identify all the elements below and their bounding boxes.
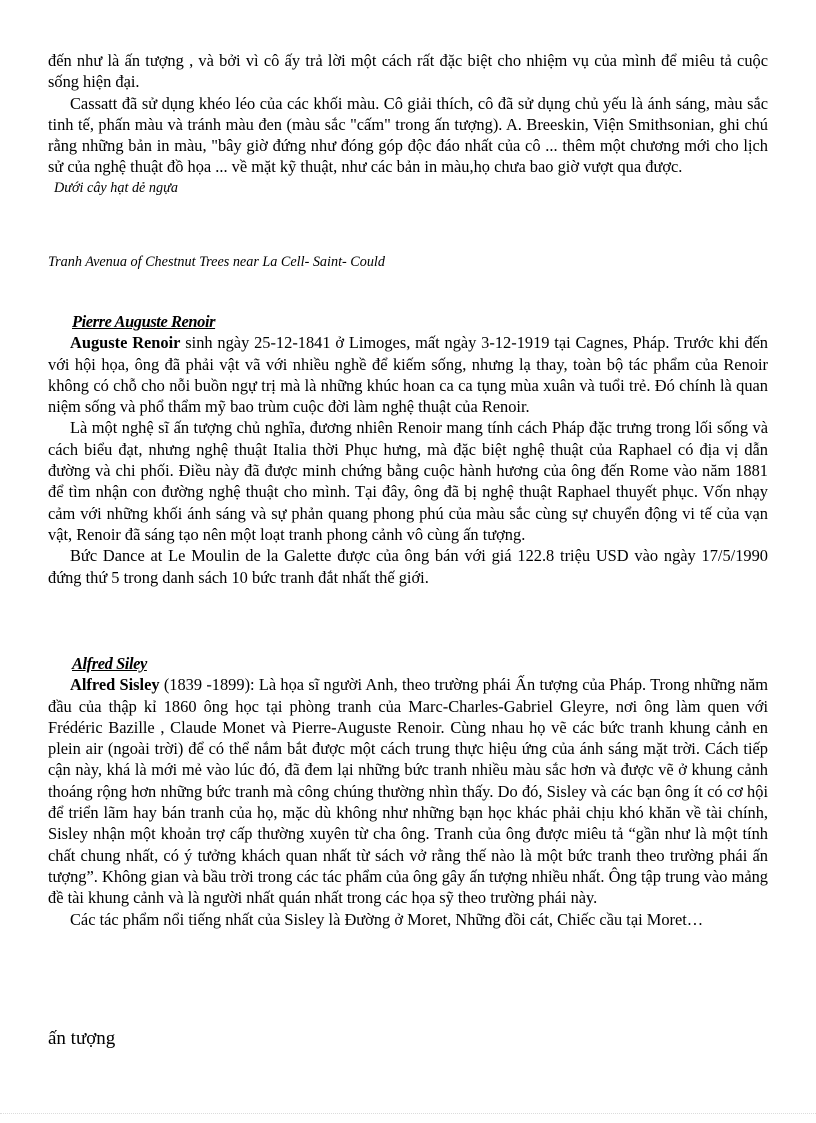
page-bottom-divider — [0, 1113, 816, 1114]
renoir-paragraph-1-text: sinh ngày 25-12-1841 ở Limoges, mất ngày 3-12-1919 tại Cagnes, Pháp. Trước khi đến với hội họa, ông đã phải vật vã với nhiều nghề để kiếm sống, nhưng lạ thay, toàn bộ tác phẩm của Renoir không có chỗ cho nỗi buồn ngự trị mà là những khúc hoan ca ca tụng mùa xuân và tuổi trẻ. Đó chính là quan niệm sống và phổ thẩm mỹ bao trùm cuộc đời làm nghệ thuật của Renoir. — [48, 333, 768, 417]
renoir-paragraph-1 — [48, 332, 768, 417]
renoir-lead-name: Auguste Renoir — [70, 333, 181, 353]
renoir-paragraph-2: Là một nghệ sĩ ấn tượng chủ nghĩa, đương nhiên Renoir mang tính cách Pháp đặc trưng trong lối sống và cách biểu đạt, nhưng nghệ thuật Italia thời Phục hưng, mà đặc biệt nghệ thuật của Raphael có địa vị dẫn đường và chi phối. Điều này đã được minh chứng bằng cuộc hành hương của ông đến Rome vào năm 1881 để tìm nhận con đường nghệ thuật cho mình. Tại đây, ông đã bị nghệ thuật Raphael thuyết phục. Vốn nhạy cảm với những khối ánh sáng và sự phản quang phong phú của màu sắc cùng sự chuyển động vi tế của vạn vật, Renoir đã sáng tạo nên một loạt tranh phong cảnh vô cùng ấn tượng. — [48, 418, 768, 544]
cassatt-paragraph: Cassatt đã sử dụng khéo léo của các khối màu. Cô giải thích, cô đã sử dụng chủ yếu là ánh sáng, màu sắc tinh tế, phấn màu và tránh màu đen (màu sắc "cấm" trong ấn tượng). A. Breeskin, Viện Smithsonian, ghi chú rằng những bản in màu, "bây giờ đứng như đóng góp độc đáo nhất của cô ... thêm một chương mới cho lịch sử của nghệ thuật đồ họa ... về mặt kỹ thuật, như các bản in màu,họ chưa bao giờ vượt qua được. — [48, 93, 768, 177]
renoir-paragraph-3: Bức Dance at Le Moulin de la Galette được của ông bán với giá 122.8 triệu USD vào ngày 17/5/1990 đứng thứ 5 trong danh sách 10 bức tranh đắt nhất thế giới. — [48, 546, 768, 587]
renoir-heading: Pierre Auguste Renoir — [72, 312, 216, 331]
sisley-paragraph-2: Các tác phẩm nổi tiếng nhất của Sisley là Đường ở Moret, Những đồi cát, Chiếc cầu tại Moret… — [70, 909, 704, 929]
chestnut-caption-vn: Dưới cây hạt dẻ ngựa — [54, 179, 178, 196]
renoir-section — [48, 311, 768, 588]
sisley-heading: Alfred Siley — [72, 654, 147, 673]
sisley-paragraph-1-text: (1839 -1899): Là họa sĩ người Anh, theo trường phái Ấn tượng của Pháp. Trong những năm đầu của thập kỉ 1860 ông học tại phòng tranh của Marc-Charles-Gabriel Gleyre, nơi ông làm quen với Frédéric Bazille , Claude Monet và Pierre-Auguste Renoir. Cùng nhau họ vẽ các bức tranh khung cảnh en plein air (ngoài trời) để có thể nắm bắt được một cách trung thực hiệu ứng của ánh sáng mặt trời. Cách tiếp cận này, khá là mới mẻ vào lúc đó, đã đem lại những bức tranh nhiều màu sắc hơn và được vẽ ở khung cảnh thoáng rộng hơn những bức tranh mà công chúng thường nhìn thấy. Do đó, Sisley và các bạn ông ít có cơ hội để triển lãm hay bán tranh của họ, mặc dù không như những bạn học khác phải chịu khó khăn về tài chính, Sisley nhận một khoản trợ cấp thường xuyên từ cha ông. Tranh của ông được miêu tả “gần như là một tính chất chung nhất, có ý tưởng khách quan nhất từ sách vở rằng thế nào là một bức tranh theo trường phái ấn tượng”. Không gian và bầu trời trong các tác phẩm của ông gây ấn tượng nhiều nhất. Ông tập trung vào mảng đề tài khung cảnh và là người nhất quán nhất trong các họa sỹ theo trường phái này. — [48, 675, 768, 908]
sisley-section — [48, 653, 768, 930]
chestnut-caption-en: Tranh Avenua of Chestnut Trees near La Cell- Saint- Could — [48, 254, 385, 270]
cassatt-section — [48, 50, 768, 197]
chestnut-caption-block — [48, 253, 768, 271]
trailing-text: ấn tượng — [48, 1028, 116, 1049]
intro-continuation-paragraph: đến như là ấn tượng , và bởi vì cô ấy trả lời một cách rất đặc biệt cho nhiệm vụ của mình để miêu tả cuộc sống hiện đại. — [48, 51, 768, 92]
sisley-lead-name: Alfred Sisley — [70, 675, 160, 695]
sisley-paragraph-1 — [48, 674, 768, 908]
